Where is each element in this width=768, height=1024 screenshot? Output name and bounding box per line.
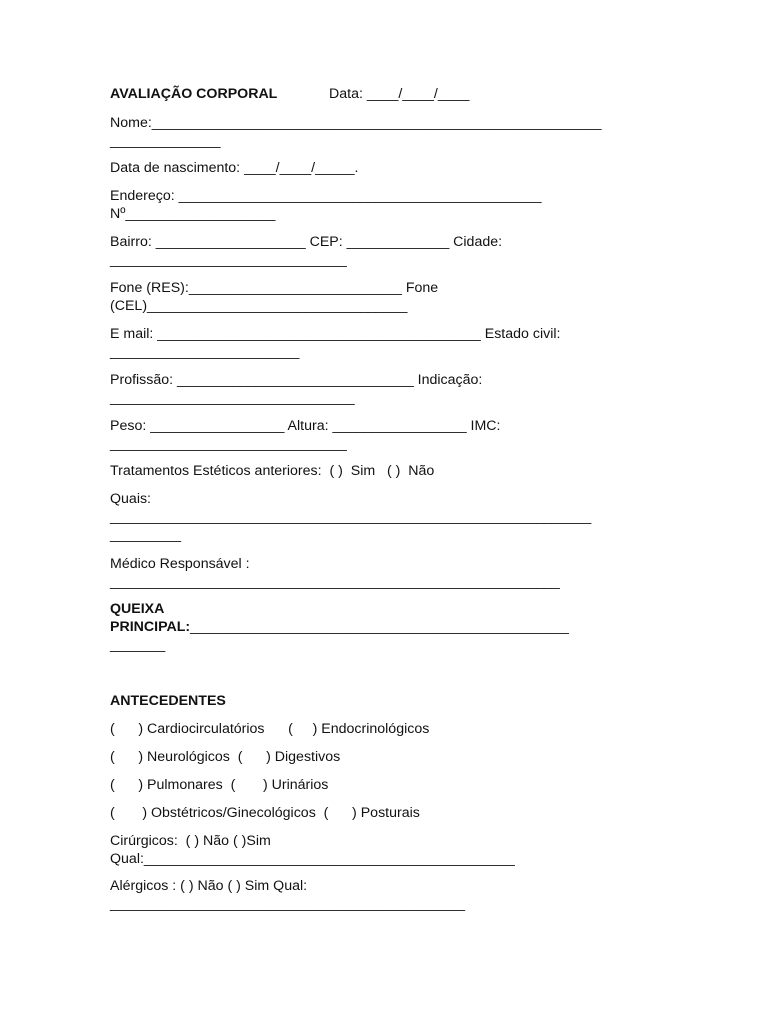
responsible-doctor-line: _________________________________________________________ <box>110 574 560 590</box>
neighborhood-cep-city-field: Bairro: ___________________ CEP: _____________ Cidade: <box>110 234 503 250</box>
address-field: Endereço: ______________________________________________ <box>110 188 542 204</box>
main-complaint-line-continued: _______ <box>110 637 166 653</box>
city-field-continued: ______________________________ <box>110 252 347 268</box>
name-field: Nome:_________________________________________________________ <box>110 115 602 131</box>
profession-referral-field: Profissão: ______________________________ Indicação: <box>110 372 483 388</box>
surgical-which-line: Qual:_______________________________________________ <box>110 851 515 867</box>
surgical-history-field: Cirúrgicos: ( ) Não ( )Sim <box>110 833 271 849</box>
main-complaint-heading-continued: PRINCIPAL: <box>110 619 191 635</box>
weight-height-bmi-field: Peso: _________________ Altura: _________________ IMC: <box>110 418 501 434</box>
birth-date-field: Data de nascimento: ____/____/_____. <box>110 160 359 176</box>
phone-cel-field: (CEL)_________________________________ <box>110 298 408 314</box>
history-option-row-3: ( ) Pulmonares ( ) Urinários <box>110 777 329 793</box>
history-option-row-2: ( ) Neurológicos ( ) Digestivos <box>110 749 341 765</box>
which-treatments-line-continued: _________ <box>110 527 182 543</box>
referral-field-continued: _______________________________ <box>110 390 355 406</box>
previous-treatments-field: Tratamentos Estéticos anteriores: ( ) Sim ( ) Não <box>110 463 435 479</box>
phone-res-field: Fone (RES):___________________________ Fone <box>110 280 439 296</box>
history-heading: ANTECEDENTES <box>110 693 226 709</box>
allergy-history-field: Alérgicos : ( ) Não ( ) Sim Qual: <box>110 878 308 894</box>
date-field: Data: ____/____/____ <box>329 86 470 102</box>
email-civil-status-field: E mail: _________________________________________ Estado civil: <box>110 326 561 342</box>
form-title: AVALIAÇÃO CORPORAL <box>110 86 278 102</box>
address-number-field: Nº___________________ <box>110 206 276 222</box>
main-complaint-blank: ________________________________________________ <box>190 619 569 635</box>
history-option-row-4: ( ) Obstétricos/Ginecológicos ( ) Posturais <box>110 805 420 821</box>
which-treatments-line: _____________________________________________________________ <box>110 509 592 525</box>
which-treatments-label: Quais: <box>110 491 152 507</box>
history-option-row-1: ( ) Cardiocirculatórios ( ) Endocrinológicos <box>110 721 430 737</box>
civil-status-field-continued: ________________________ <box>110 344 300 360</box>
bmi-field-continued: ______________________________ <box>110 436 347 452</box>
name-field-continued: ______________ <box>110 133 221 149</box>
main-complaint-heading: QUEIXA <box>110 601 165 617</box>
responsible-doctor-label: Médico Responsável : <box>110 556 250 572</box>
main-complaint-line <box>110 618 569 636</box>
allergy-which-line: _____________________________________________ <box>110 896 466 912</box>
